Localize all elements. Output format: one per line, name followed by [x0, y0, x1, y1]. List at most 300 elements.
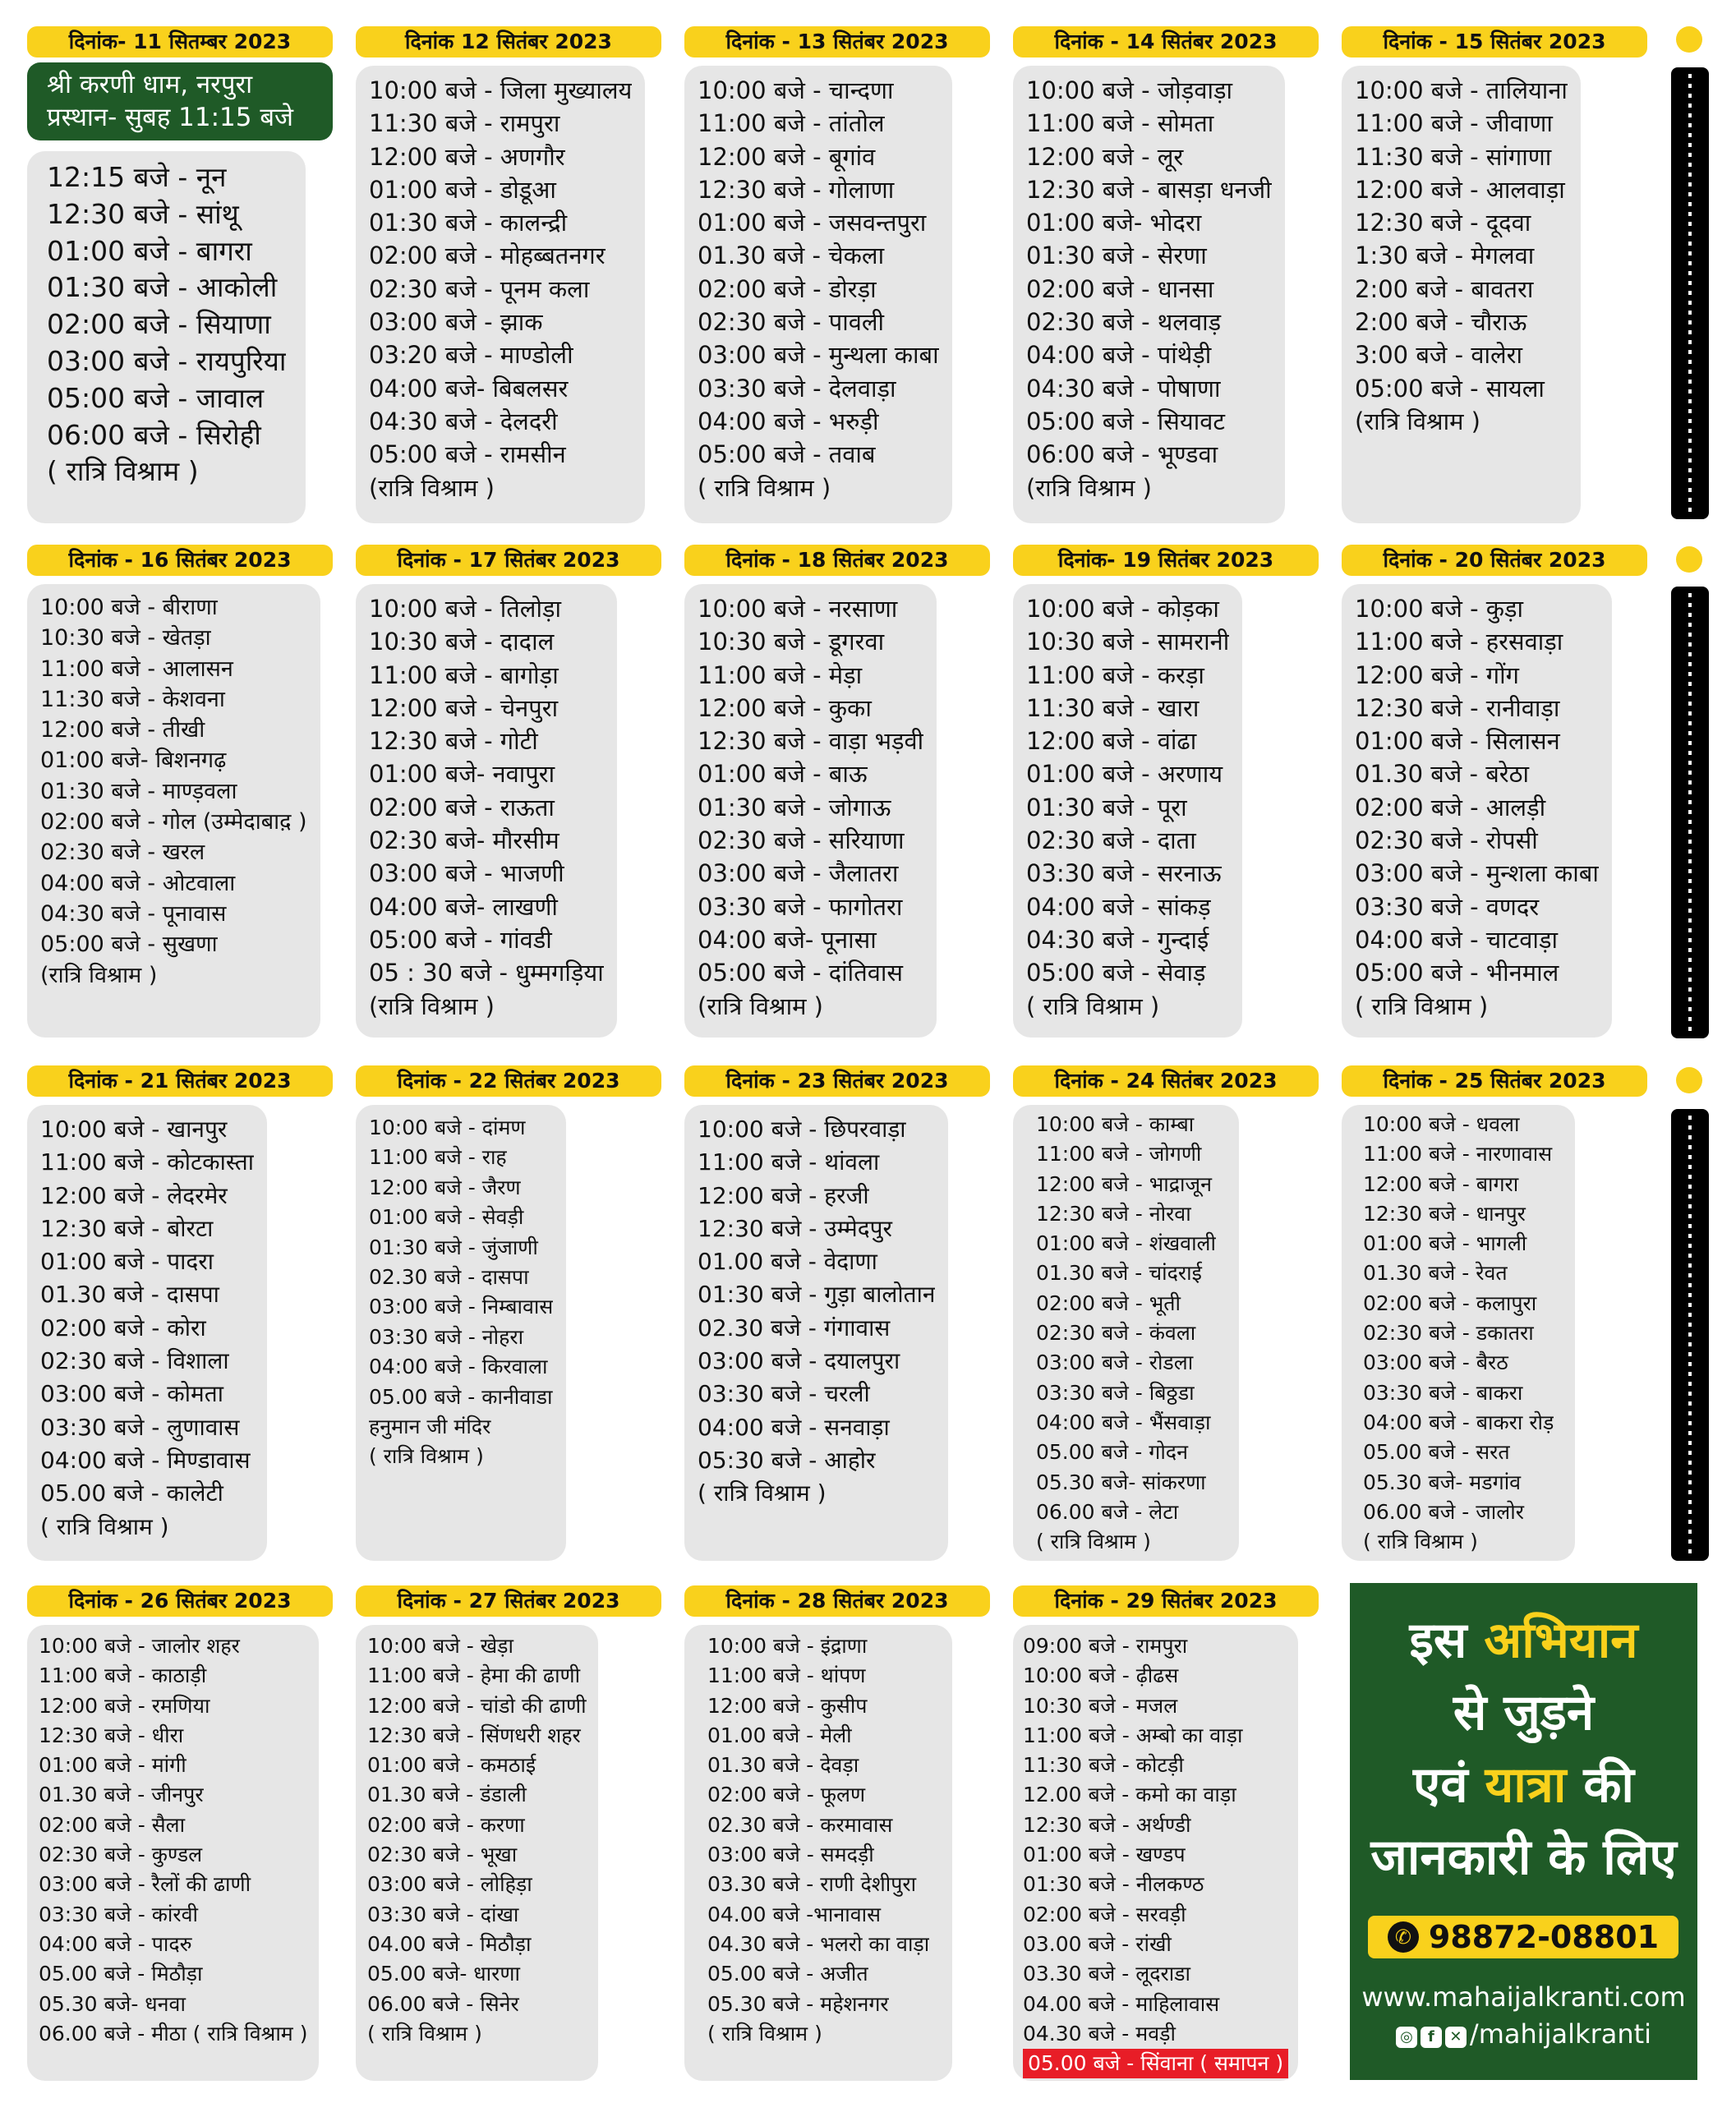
stop-entry: 11:00 बजे - हेमा की ढाणी [367, 1664, 581, 1688]
schedule-card [684, 1105, 948, 1561]
stop-entry: 2:00 बजे - बावतरा [1355, 274, 1534, 303]
schedule-card [27, 584, 320, 1038]
stop-entry: 01:30 बजे - आकोली [47, 271, 278, 304]
stop-entry: 01:30 बजे - जोगाऊ [698, 793, 891, 821]
stop-entry: 10:00 बजे - काम्बा [1036, 1112, 1195, 1136]
schedule-card [684, 1625, 952, 2081]
stop-entry: 06.00 बजे - लेटा [1036, 1499, 1179, 1524]
stop-entry: 05.00 बजे - अजीत [707, 1962, 868, 1986]
stop-entry: 01:00 बजे- बिशनगढ़ [40, 748, 227, 774]
stop-entry: 2:00 बजे - चौराऊ [1355, 308, 1527, 337]
date-label: दिनांक - 16 सितंबर 2023 [27, 545, 333, 576]
stop-entry: 11:00 बजे - राह [369, 1145, 507, 1170]
stop-entry: 03:00 बजे - मुन्शला काबा [1355, 859, 1599, 888]
stop-entry: 03:00 बजे - निम्बावास [369, 1295, 554, 1319]
stop-entry: 11:00 बजे - थांवला [698, 1148, 880, 1176]
date-label: दिनांक - 23 सितंबर 2023 [684, 1065, 990, 1097]
stop-entry: 12:00 बजे - भाद्राजून [1036, 1171, 1212, 1196]
stop-entry: 12:30 बजे - वाड़ा भड़वी [698, 727, 924, 756]
phone-number-box[interactable] [1368, 1916, 1678, 1958]
stop-entry: 10:30 बजे - डूगरवा [698, 628, 885, 656]
stop-entry: 05:00 बजे - जावाल [47, 381, 265, 414]
stop-entry: 12:15 बजे - नून [47, 161, 227, 193]
date-label: दिनांक - 25 सितंबर 2023 [1342, 1065, 1647, 1097]
date-label: दिनांक - 20 सितंबर 2023 [1342, 545, 1647, 576]
stop-entry: 04:00 बजे- लाखणी [369, 892, 558, 921]
stop-entry: 01:30 बजे - नीलकण्ठ [1023, 1872, 1204, 1897]
stop-entry: 01:00 बजे- नवापुरा [369, 760, 555, 789]
schedule-card [1013, 1105, 1239, 1561]
promo-line-2: से जुड़ने [1453, 1684, 1595, 1742]
whatsapp-icon [1388, 1921, 1419, 1953]
stop-entry: 10:00 बजे - जोड़वाड़ा [1026, 76, 1232, 104]
stop-entry: 05:00 बजे - सायला [1355, 374, 1545, 403]
stop-entry: 12:30 बजे - धीरा [39, 1723, 184, 1747]
stop-entry: 01.30 बजे - बरेठा [1355, 760, 1529, 789]
stop-entry: हनुमान जी मंदिर [369, 1415, 491, 1439]
stop-entry: 10:00 बजे - नरसाणा [698, 595, 898, 623]
stop-entry: 09:00 बजे - रामपुरा [1023, 1634, 1188, 1658]
stop-entry: 12:00 बजे - कुका [698, 693, 872, 722]
stop-entry: 10:00 बजे - धवला [1363, 1112, 1520, 1136]
stop-entry: 01.30 बजे - डंडाली [367, 1783, 527, 1807]
stop-entry: 05:00 बजे - दांतिवास [698, 959, 903, 987]
stop-entry: 10:30 बजे - मजल [1023, 1693, 1178, 1718]
schedule-card [27, 151, 306, 523]
stop-entry: 11:00 बजे - काठाड़ी [39, 1664, 207, 1688]
stop-entry: 03:30 बजे - फागोतरा [698, 892, 903, 921]
date-label: दिनांक - 29 सितंबर 2023 [1013, 1585, 1319, 1617]
stop-entry: 03:00 बजे - कोमता [40, 1380, 223, 1408]
stop-entry: 02:00 बजे - भूती [1036, 1291, 1181, 1315]
stop-entry: 04:30 बजे - गुन्दाई [1026, 925, 1209, 954]
stop-entry: 04:00 बजे - भैंसवाड़ा [1036, 1410, 1211, 1434]
stop-entry: 03:30 बजे - दांखा [367, 1902, 519, 1926]
stop-entry: 04.00 बजे -भानावास [707, 1902, 881, 1926]
stop-entry: 10:00 बजे - जिला मुख्यालय [369, 76, 633, 104]
stop-entry: 01:00 बजे - सिलासन [1355, 727, 1560, 756]
stop-entry: 02:00 बजे - फूलण [707, 1783, 866, 1807]
promo-line-3: एवं यात्रा की [1413, 1756, 1634, 1814]
night-halt: (रात्रि विश्राम ) [369, 473, 495, 502]
stop-entry: 01:30 बजे - गुड़ा बालोतान [698, 1281, 936, 1309]
stop-entry: 01.30 बजे - चेकला [698, 242, 885, 270]
stop-entry: 10:00 बजे - खानपुर [40, 1116, 228, 1143]
stop-entry: 01.00 बजे - मेली [707, 1723, 852, 1747]
stop-entry: 04:00 बजे- पूनासा [698, 925, 877, 954]
stop-entry: 02:00 बजे - सरवड़ी [1023, 1902, 1186, 1926]
stop-entry: 10:00 बजे - तालियाना [1355, 76, 1568, 104]
night-halt: ( रात्रि विश्राम ) [40, 1512, 169, 1540]
date-label: दिनांक - 17 सितंबर 2023 [356, 545, 661, 576]
stop-entry: 01:30 बजे - सेरणा [1026, 242, 1207, 270]
stop-entry: 01.30 बजे - देवड़ा [707, 1753, 859, 1778]
stop-entry: 11:30 बजे - सांगाणा [1355, 142, 1552, 171]
stop-entry: 03:30 बजे - चरली [698, 1380, 870, 1408]
stop-entry: 03:00 बजे - झाक [369, 308, 543, 337]
stop-entry: 11:30 बजे - केशवना [40, 686, 225, 712]
stop-entry: 10:00 बजे - बीराणा [40, 595, 218, 620]
stop-entry: 05.00 बजे - कालेटी [40, 1479, 223, 1507]
stop-entry: 11:00 बजे - थांपण [707, 1664, 866, 1688]
night-halt: ( रात्रि विश्राम ) [367, 2021, 482, 2045]
stop-entry: 02:00 बजे - धानसा [1026, 274, 1214, 303]
stop-entry: 05.30 बजे- सांकरणा [1036, 1470, 1206, 1494]
stop-entry: 05:00 बजे - तवाब [698, 440, 876, 469]
stop-entry: 10:00 बजे - खेड़ा [367, 1634, 514, 1658]
stop-entry: 05:00 बजे - सियावट [1026, 407, 1225, 435]
stop-entry: 12:00 बजे - जैरण [369, 1175, 521, 1199]
stop-entry: 10:00 बजे - छिपरवाड़ा [698, 1116, 906, 1143]
stop-entry: 05.30 बजे- धनवा [39, 1991, 186, 2016]
stop-entry: 1:30 बजे - मेगलवा [1355, 242, 1535, 270]
stop-entry: 01:00 बजे - कमठाई [367, 1753, 536, 1778]
schedule-card [356, 1625, 598, 2081]
stop-entry: 01:30 बजे - माण्ड़वला [40, 778, 237, 804]
stop-entry: 01.30 बजे - जीनपुर [39, 1783, 204, 1807]
stop-entry: 03:30 बजे - नोहरा [369, 1324, 524, 1349]
stop-entry: 03:30 बजे - बिठ्ठडा [1036, 1380, 1195, 1405]
stop-entry: 06:00 बजे - भूण्डवा [1026, 440, 1218, 469]
stop-entry: 12:30 बजे - रानीवाड़ा [1355, 693, 1560, 722]
stop-entry: 12:30 बजे - बोरटा [40, 1214, 214, 1242]
stop-entry: 11:00 बजे - जीवाणा [1355, 109, 1553, 138]
stop-entry: 02:00 बजे - आलड़ी [1355, 793, 1546, 821]
stop-entry: 12:00 बजे - चांडो की ढाणी [367, 1693, 587, 1718]
stop-entry: 12:30 बजे - गोटी [369, 727, 538, 756]
facebook-icon[interactable]: f [1421, 2027, 1442, 2048]
final-stop-highlight: 05.00 बजे - सिंवाना ( समापन ) [1023, 2049, 1288, 2078]
night-halt: ( रात्रि विश्राम ) [47, 455, 199, 488]
stop-entry: 01:00 बजे - सेवड़ी [369, 1205, 524, 1230]
stop-entry: 01.30 बजे - दासपा [40, 1281, 219, 1309]
stop-entry: 03:00 बजे - रोडला [1036, 1351, 1194, 1375]
stop-entry: 02:30 बजे- मौरसीम [369, 826, 559, 855]
yellow-dot [1676, 1067, 1702, 1093]
stop-entry: 01:00 बजे - बाऊ [698, 760, 868, 789]
stop-entry: 05.00 बजे - कानीवाडा [369, 1384, 553, 1409]
date-label: दिनांक - 26 सितंबर 2023 [27, 1585, 333, 1617]
stop-entry: 01:00 बजे - डोडूआ [369, 175, 556, 204]
stop-entry: 11:00 बजे - बागोड़ा [369, 660, 559, 689]
stop-entry: 03:30 बजे - बाकरा [1363, 1380, 1523, 1405]
stop-entry: 11:30 बजे - कोटड़ी [1023, 1753, 1184, 1778]
stop-entry: 12:00 बजे - गोंग [1355, 660, 1519, 689]
stop-entry: 02.30 बजे - गंगावास [698, 1314, 891, 1341]
stop-entry: 11:00 बजे - अम्बो का वाड़ा [1023, 1723, 1243, 1747]
origin-place: श्री करणी धाम, नरपुरा [47, 70, 253, 99]
stop-entry: 03:00 बजे - बैरठ [1363, 1351, 1508, 1375]
stop-entry: 02:00 बजे - कलापुरा [1363, 1291, 1537, 1315]
stop-entry: 02:00 बजे - सियाणा [47, 308, 271, 341]
night-halt: ( रात्रि विश्राम ) [1036, 1530, 1151, 1554]
date-label: दिनांक - 22 सितंबर 2023 [356, 1065, 661, 1097]
stop-entry: 05.30 बजे- मडगांव [1363, 1470, 1522, 1494]
stop-entry: 06:00 बजे - सिरोही [47, 418, 261, 451]
stop-entry: 12:00 बजे - रमणिया [39, 1693, 210, 1718]
stop-entry: 04.00 बजे - मिठौड़ा [367, 1931, 532, 1956]
stop-entry: 12:00 बजे - आलवाड़ा [1355, 175, 1565, 204]
stop-entry: 02:30 बजे - कुण्डल [39, 1843, 203, 1867]
stop-entry: 10:00 बजे - तिलोड़ा [369, 595, 562, 623]
stop-entry: 12:30 बजे - अर्थण्डी [1023, 1812, 1191, 1837]
social-handle-row [1350, 2018, 1697, 2050]
phone-number: 98872-08801 [1428, 1919, 1660, 1955]
stop-entry: 01:00 बजे- भोदरा [1026, 209, 1202, 237]
stop-entry: 10:00 बजे - जालोर शहर [39, 1634, 240, 1658]
stop-entry: 12:30 बजे - नोरवा [1036, 1201, 1191, 1226]
stop-entry: 04:00 बजे- बिबलसर [369, 374, 569, 403]
stop-entry: 05:00 बजे - सेवाड़ [1026, 959, 1206, 987]
contact-promo-box [1350, 1583, 1697, 2080]
stop-entry: 03:00 बजे - लोहिड़ा [367, 1872, 532, 1897]
stop-entry: 12:30 बजे - धानपुर [1363, 1201, 1526, 1226]
stop-entry: 12:30 बजे - सिंणधरी शहर [367, 1723, 581, 1747]
date-label: दिनांक - 13 सितंबर 2023 [684, 26, 990, 58]
stop-entry: 02:30 बजे - रोपसी [1355, 826, 1538, 855]
stop-entry: 03.00 बजे - रांखी [1023, 1931, 1172, 1956]
stop-entry: 03:20 बजे - माण्डोली [369, 341, 573, 370]
stop-entry: 12:00 बजे - बागरा [1363, 1171, 1519, 1196]
stop-entry: 11:00 बजे - जोगणी [1036, 1142, 1202, 1167]
stop-entry: 02:30 बजे - सरियाणा [698, 826, 905, 855]
night-halt: ( रात्रि विश्राम ) [1355, 992, 1489, 1020]
stop-entry: 12:00 बजे - चेनपुरा [369, 693, 559, 722]
stop-entry: 02:30 बजे - कंवला [1036, 1321, 1196, 1346]
date-label: दिनांक- 11 सितम्बर 2023 [27, 26, 333, 58]
stop-entry: 05.00 बजे - गोदन [1036, 1440, 1188, 1465]
stop-entry: 10:30 बजे - सामरानी [1026, 628, 1230, 656]
stop-entry: 02.30 बजे - करमावास [707, 1812, 893, 1837]
date-label: दिनांक - 27 सितंबर 2023 [356, 1585, 661, 1617]
stop-entry: 02:00 बजे - कोरा [40, 1314, 206, 1341]
night-halt: ( रात्रि विश्राम ) [1363, 1530, 1478, 1554]
stop-entry: 11:00 बजे - आलासन [40, 656, 233, 682]
stop-entry: 02.30 बजे - दासपा [369, 1265, 529, 1290]
stop-entry: 02:30 बजे - पूनम कला [369, 274, 590, 303]
stop-entry: 11:00 बजे - तांतोल [698, 109, 885, 138]
dashed-road-bar [1671, 67, 1709, 519]
date-label: दिनांक- 19 सितंबर 2023 [1013, 545, 1319, 576]
stop-entry: 02:00 बजे - सैला [39, 1812, 186, 1837]
stop-entry: 04:30 बजे - पूनावास [40, 900, 227, 927]
stop-entry: 03:30 बजे - देलवाड़ा [698, 374, 896, 403]
stop-entry: 12:00 बजे - वांढा [1026, 727, 1197, 756]
stop-entry: 04:00 बजे - सनवाड़ा [698, 1413, 890, 1441]
schedule-card [1013, 1625, 1298, 2081]
night-halt: 06.00 बजे - मीठा ( रात्रि विश्राम ) [39, 2021, 308, 2045]
stop-entry: 04:00 बजे - भरुड़ी [698, 407, 879, 435]
stop-entry: 01:00 बजे - मांगी [39, 1753, 186, 1778]
stop-entry: 01:00 बजे - पादरा [40, 1248, 214, 1276]
stop-entry: 11:00 बजे - मेड़ा [698, 660, 863, 689]
stop-entry: 02:00 बजे - गोल (उम्मेदाबाद़ ) [40, 809, 307, 835]
departure-banner [27, 62, 333, 140]
stop-entry: 04:00 बजे - किरवाला [369, 1355, 548, 1379]
dashed-road-bar [1671, 1109, 1709, 1561]
night-halt: (रात्रि विश्राम ) [1026, 473, 1152, 502]
night-halt: (रात्रि विश्राम ) [40, 962, 158, 988]
stop-entry: 11:00 बजे - सोमता [1026, 109, 1214, 138]
stop-entry: 01:30 बजे - जुंजाणी [369, 1235, 538, 1259]
date-label: दिनांक - 15 सितंबर 2023 [1342, 26, 1647, 58]
stop-entry: 05.00 बजे - मिठौड़ा [39, 1962, 203, 1986]
stop-entry: 05:30 बजे - आहोर [698, 1446, 876, 1474]
stop-entry: 03:00 बजे - रैलों की ढाणी [39, 1872, 251, 1897]
stop-entry: 12:00 बजे - लूर [1026, 142, 1184, 171]
stop-entry: 12.00 बजे - कमो का वाड़ा [1023, 1783, 1236, 1807]
stop-entry: 10:00 बजे - इंद्राणा [707, 1634, 868, 1658]
stop-entry: 03:30 बजे - वणदर [1355, 892, 1540, 921]
stop-entry: 01:00 बजे - जसवन्तपुरा [698, 209, 927, 237]
stop-entry: 04:00 बजे - चाटवाड़ा [1355, 925, 1558, 954]
stop-entry: 12:00 बजे - लेदरमेर [40, 1181, 228, 1209]
stop-entry: 12:00 बजे - अणगौर [369, 142, 565, 171]
stop-entry: 02:00 बजे - करणा [367, 1812, 525, 1837]
stop-entry: 05:00 बजे - भीनमाल [1355, 959, 1559, 987]
stop-entry: 12:30 बजे - दूदवा [1355, 209, 1531, 237]
stop-entry: 04.30 बजे - मवड़ी [1023, 2021, 1176, 2045]
stop-entry: 01:30 बजे - पूरा [1026, 793, 1187, 821]
stop-entry: 11:00 बजे - करड़ा [1026, 660, 1204, 689]
stop-entry: 10:00 बजे - कोड़का [1026, 595, 1219, 623]
schedule-card [356, 1105, 566, 1561]
stop-entry: 04.30 बजे - भलरो का वाड़ा [707, 1931, 930, 1956]
night-halt: (रात्रि विश्राम ) [698, 992, 823, 1020]
stop-entry: 12:30 बजे - उम्मेदपुर [698, 1214, 892, 1242]
stop-entry: 01:00 बजे - अरणाय [1026, 760, 1223, 789]
date-label: दिनांक - 14 सितंबर 2023 [1013, 26, 1319, 58]
stop-entry: 04:00 बजे - पादरु [39, 1931, 192, 1956]
stop-entry: 04:00 बजे - बाकरा रोड़ [1363, 1410, 1554, 1434]
schedule-card [1013, 584, 1242, 1038]
stop-entry: 11:00 बजे - हरसवाड़ा [1355, 628, 1563, 656]
schedule-card [1342, 66, 1581, 523]
schedule-card [356, 66, 645, 523]
schedule-card [1013, 66, 1285, 523]
schedule-card [1342, 584, 1612, 1038]
stop-entry: 05 : 30 बजे - धुम्मगड़िया [369, 959, 604, 987]
stop-entry: 02:30 बजे - भूखा [367, 1843, 518, 1867]
stop-entry: 03.30 बजे - लूदराडा [1023, 1962, 1191, 1986]
stop-entry: 02:00 बजे - राऊता [369, 793, 555, 821]
stop-entry: 04:30 बजे - पोषाणा [1026, 374, 1221, 403]
night-halt: ( रात्रि विश्राम ) [698, 473, 831, 502]
schedule-card [27, 1105, 267, 1561]
stop-entry: 10:00 बजे - ढ़ीढस [1023, 1664, 1179, 1688]
date-label: दिनांक - 24 सितंबर 2023 [1013, 1065, 1319, 1097]
stop-entry: 01.30 बजे - चांदराई [1036, 1261, 1202, 1286]
stop-entry: 12:30 बजे - गोलाणा [698, 175, 895, 204]
date-label: दिनांक 12 सितंबर 2023 [356, 26, 661, 58]
stop-entry: 10:00 बजे - चान्दणा [698, 76, 894, 104]
stop-entry: 04:00 बजे - पांथेड़ी [1026, 341, 1212, 370]
promo-line-1: इस अभियान [1409, 1612, 1638, 1669]
stop-entry: 04:00 बजे - सांकड़ [1026, 892, 1211, 921]
stop-entry: 03:00 बजे - दयालपुरा [698, 1347, 900, 1375]
schedule-card [1342, 1105, 1575, 1561]
stop-entry: 05.30 बजे - महेशनगर [707, 1991, 889, 2016]
stop-entry: 03:00 बजे - जैलातरा [698, 859, 899, 888]
yellow-dot [1676, 546, 1702, 573]
stop-entry: 01:00 बजे - बागरा [47, 234, 252, 267]
stop-entry: 10:00 बजे - कुड़ा [1355, 595, 1524, 623]
stop-entry: 12:30 बजे - सांथू [47, 197, 239, 230]
schedule-card [684, 66, 952, 523]
stop-entry: 05.00 बजे - सरत [1363, 1440, 1510, 1465]
stop-entry: 10:30 बजे - दादाल [369, 628, 555, 656]
website-link[interactable]: www.mahaijalkranti.com [1361, 1981, 1686, 2013]
stop-entry: 06.00 बजे - सिनेर [367, 1991, 519, 2016]
stop-entry: 11:30 बजे - रामपुरा [369, 109, 560, 138]
stop-entry: 02:30 बजे - डकातरा [1363, 1321, 1534, 1346]
stop-entry: 02:30 बजे - पावली [698, 308, 885, 337]
stop-entry: 01:00 बजे - भागली [1363, 1231, 1527, 1256]
stop-entry: 04.00 बजे - माहिलावास [1023, 1991, 1220, 2016]
stop-entry: 10:00 बजे - दांमण [369, 1116, 526, 1139]
stop-entry: 12:00 बजे - हरजी [698, 1181, 869, 1209]
stop-entry: 03:30 बजे - कांरवी [39, 1902, 199, 1926]
stop-entry: 10:30 बजे - खेतड़ा [40, 625, 211, 651]
date-label: दिनांक - 18 सितंबर 2023 [684, 545, 990, 576]
stop-entry: 02:00 बजे - डोरड़ा [698, 274, 877, 303]
stop-entry: 03:00 बजे - समदड़ी [707, 1843, 874, 1867]
night-halt: ( रात्रि विश्राम ) [1026, 992, 1160, 1020]
stop-entry: 01:30 बजे - कालन्द्री [369, 209, 568, 237]
night-halt: ( रात्रि विश्राम ) [369, 1444, 484, 1469]
schedule-card [356, 584, 617, 1038]
stop-entry: 12:00 बजे - तीखी [40, 717, 205, 743]
stop-entry: 04:30 बजे - देलदरी [369, 407, 558, 435]
stop-entry: 3:00 बजे - वालेरा [1355, 341, 1522, 370]
stop-entry: 02:30 बजे - दाता [1026, 826, 1196, 855]
stop-entry: 11:00 बजे - नारणावास [1363, 1142, 1553, 1167]
x-icon[interactable]: ✕ [1445, 2027, 1467, 2048]
stop-entry: 06.00 बजे - जालोर [1363, 1499, 1524, 1524]
schedule-card [27, 1625, 319, 2081]
stop-entry: 03:00 बजे - मुन्थला काबा [698, 341, 939, 370]
stop-entry: 01.00 बजे - वेदाणा [698, 1248, 877, 1276]
stop-entry: 05:00 बजे - सुखणा [40, 932, 218, 958]
stop-entry: 05:00 बजे - रामसीन [369, 440, 566, 469]
stop-entry: 03:30 बजे - सरनाऊ [1026, 859, 1222, 888]
origin-time: प्रस्थान- सुबह 11:15 बजे [47, 103, 294, 132]
stop-entry: 04:00 बजे - ओटवाला [40, 870, 236, 896]
date-label: दिनांक - 28 सितंबर 2023 [684, 1585, 990, 1617]
instagram-icon[interactable]: ◎ [1396, 2027, 1417, 2048]
stop-entry: 02:00 बजे - मोहब्बतनगर [369, 242, 606, 270]
stop-entry: 11:00 बजे - कोटकास्ता [40, 1148, 254, 1176]
date-label: दिनांक - 21 सितंबर 2023 [27, 1065, 333, 1097]
stop-entry: 02:30 बजे - विशाला [40, 1347, 229, 1375]
stop-entry: 03.30 बजे - राणी देशीपुरा [707, 1872, 917, 1897]
stop-entry: 11:30 बजे - खारा [1026, 693, 1200, 722]
social-handle[interactable]: /mahijalkranti [1469, 2018, 1652, 2050]
stop-entry: 03:00 बजे - रायपुरिया [47, 344, 287, 377]
stop-entry: 12:00 बजे - बूगांव [698, 142, 876, 171]
stop-entry: 05.00 बजे- धारणा [367, 1962, 520, 1986]
promo-line-4: जानकारी के लिए [1370, 1829, 1677, 1886]
stop-entry: 02:30 बजे - थलवाड़ [1026, 308, 1222, 337]
stop-entry: 02:30 बजे - खरल [40, 840, 205, 866]
stop-entry: 01:00 बजे - खण्डप [1023, 1843, 1186, 1867]
stop-entry: 03:30 बजे - लुणावास [40, 1413, 240, 1441]
stop-entry: 05:00 बजे - गांवडी [369, 925, 552, 954]
yellow-dot [1676, 26, 1702, 53]
stop-entry: 01:00 बजे - शंखवाली [1036, 1231, 1216, 1256]
stop-entry: 04:00 बजे - मिण्डावास [40, 1446, 251, 1474]
stop-entry: 03:00 बजे - भाजणी [369, 859, 564, 888]
